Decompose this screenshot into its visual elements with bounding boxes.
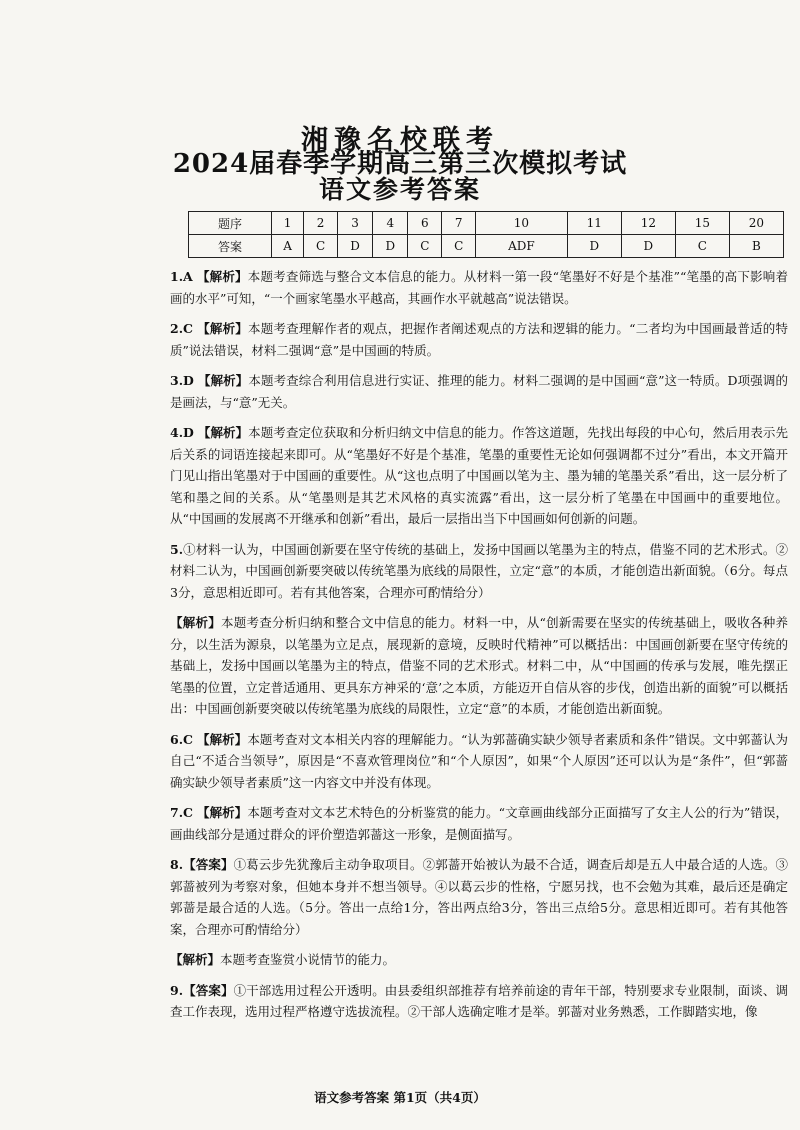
question-cell: 20 <box>729 212 783 235</box>
item-text: 本题考查分析归纳和整合文中信息的能力。材料一中，从“创新需要在坚实的传统基础上，吸收各种养分，以生活为源泉，以笔墨为立足点，展现新的意境，反映时代精神”可以概括出：中国画创新要在坚守传统的基础上，发扬中国画以笔墨为主的特点，借鉴不同的艺术形式。材料二中，从“中国画的传承与发展，唯先摆正笔墨的位置，立定普适通用、更具东方神采的‘意’之本质，方能迈开自信从容的步伐，创造出新的面貌”可以概括出：中国画创新要突破以传统笔墨为底线的局限性，立定“意”的本质，才能创造出新面貌。 <box>170 615 788 716</box>
explanation-8-analysis <box>170 949 788 971</box>
answer-cell: C <box>304 235 338 258</box>
item-text: 本题考查对文本艺术特色的分析鉴赏的能力。“文章画曲线部分正面描写了女主人公的行为”错误，画曲线部分是通过群众的评价塑造郭蔷这一形象，是侧面描写。 <box>170 805 788 842</box>
answer-key-title: 语文参考答案 <box>318 175 481 204</box>
item-tag: 【解析】 <box>197 731 248 747</box>
question-cell: 3 <box>337 212 372 235</box>
item-number: 9. <box>170 982 184 998</box>
question-number-row <box>189 212 784 235</box>
exam-union-title: 湘豫名校联考 <box>301 125 499 156</box>
question-cell: 6 <box>408 212 442 235</box>
answer-cell: D <box>621 235 675 258</box>
item-text: 本题考查对文本相关内容的理解能力。“认为郭蔷确实缺少领导者素质和条件”错误。文中郭蔷认为自己“不适合当领导”，原因是“不喜欢管理岗位”和“个人原因”，如果“个人原因”还可以认为是“条件”，但“郭蔷确实缺少领导者素质”这一内容文中并没有体现。 <box>170 731 788 790</box>
answer-cell: C <box>442 235 476 258</box>
explanation-2 <box>170 318 788 361</box>
explanations <box>170 266 788 1032</box>
item-tag: 【解析】 <box>196 269 248 284</box>
question-cell: 15 <box>675 212 729 235</box>
answer-row <box>189 235 784 258</box>
explanation-5-analysis <box>170 612 788 720</box>
question-cell: 10 <box>476 212 568 235</box>
answer-cell: D <box>373 235 408 258</box>
item-number: 4.D <box>170 425 194 440</box>
item-tag: 【答案】 <box>183 982 234 998</box>
explanation-1 <box>170 266 788 309</box>
exam-title: 2024届春季学期高三第三次模拟考试 <box>172 149 628 179</box>
page-footer: 语文参考答案 第1页（共4页） <box>314 1090 486 1105</box>
question-cell: 4 <box>373 212 408 235</box>
item-number: 6.C <box>170 731 193 747</box>
explanation-3 <box>170 370 788 413</box>
item-tag: 【解析】 <box>170 952 221 967</box>
question-cell: 11 <box>567 212 621 235</box>
question-cell: 2 <box>304 212 338 235</box>
answer-cell: C <box>675 235 729 258</box>
item-tag: 【解析】 <box>197 425 249 440</box>
item-tag: 【解析】 <box>197 373 249 388</box>
explanation-6 <box>170 729 788 794</box>
answer-cell: ADF <box>476 235 568 258</box>
answer-cell: C <box>408 235 442 258</box>
item-text: ①葛云步先犹豫后主动争取项目。②郭蔷开始被认为最不合适，调查后却是五人中最合适的人选。③郭蔷被列为考察对象，但她本身并不想当领导。④以葛云步的性格，宁愿另找，也不会勉为其难，最后还是确定郭蔷是最合适的人选。（5分。答出一点给1分，答出两点给3分，答出三点给5分。意思相近即可。若有其他答案，合理亦可酌情给分） <box>170 857 788 937</box>
item-number: 3.D <box>170 373 194 388</box>
question-cell: 12 <box>621 212 675 235</box>
item-number: 8. <box>170 857 184 872</box>
item-tag: 【解析】 <box>197 321 249 336</box>
row-label: 题序 <box>189 212 272 235</box>
item-text: 本题考查定位获取和分析归纳文中信息的能力。作答这道题，先找出每段的中心句，然后用表示先后关系的词语连接起来即可。从“笔墨好不好是个基准，笔墨的重要性无论如何强调都不过分”看出，本文开篇开门见山指出笔墨对于中国画的重要性。从“这也点明了中国画以笔为主、墨为辅的笔墨关系”看出，这一层分析了笔和墨之间的关系。从“笔墨则是其艺术风格的真实流露”看出，这一层分析了笔墨在中国画中的重要地位。从“中国画的发展离不开继承和创新”看出，最后一层指出当下中国画如何创新的问题。 <box>170 425 788 526</box>
item-text: 本题考查筛选与整合文本信息的能力。从材料一第一段“笔墨好不好是个基准”“笔墨的高下影响着画的水平”可知，“一个画家笔墨水平越高，其画作水平就越高”说法错误。 <box>170 269 788 306</box>
explanation-9-answer <box>170 980 788 1023</box>
explanation-8-answer <box>170 854 788 940</box>
item-text: ①干部选用过程公开透明。由县委组织部推荐有培养前途的青年干部，特别要求专业限制，面谈、调查工作表现，选用过程严格遵守选拔流程。②干部人选确定唯才是举。郭蔷对业务熟悉，工作脚踏实地，像 <box>170 982 788 1019</box>
item-tag: 【答案】 <box>183 857 234 872</box>
item-number: 1.A <box>170 269 193 284</box>
answer-cell: D <box>337 235 372 258</box>
explanation-5-answer <box>170 539 788 604</box>
question-cell: 1 <box>272 212 304 235</box>
item-number: 5. <box>170 541 184 557</box>
item-text: ①材料一认为，中国画创新要在坚守传统的基础上，发扬中国画以笔墨为主的特点，借鉴不同的艺术形式。②材料二认为，中国画创新要突破以传统笔墨为底线的局限性，立定“意”的本质，才能创造出新面貌。（6分。每点3分，意思相近即可。若有其他答案，合理亦可酌情给分） <box>170 541 788 600</box>
answer-cell: A <box>272 235 304 258</box>
item-number: 2.C <box>170 321 193 336</box>
item-number: 7.C <box>170 805 193 820</box>
answer-cell: B <box>729 235 783 258</box>
item-text: 本题考查理解作者的观点，把握作者阐述观点的方法和逻辑的能力。“二者均为中国画最普适的特质”说法错误，材料二强调“意”是中国画的特质。 <box>170 321 788 358</box>
item-tag: 【解析】 <box>170 615 221 630</box>
item-text: 本题考查鉴赏小说情节的能力。 <box>220 952 396 967</box>
explanation-7 <box>170 802 788 845</box>
item-text: 本题考查综合利用信息进行实证、推理的能力。材料二强调的是中国画“意”这一特质。D项强调的是画法，与“意”无关。 <box>170 373 788 410</box>
item-tag: 【解析】 <box>197 805 248 820</box>
question-cell: 7 <box>442 212 476 235</box>
answer-cell: D <box>567 235 621 258</box>
answer-table <box>188 211 784 258</box>
explanation-4 <box>170 422 788 530</box>
row-label: 答案 <box>189 235 272 258</box>
